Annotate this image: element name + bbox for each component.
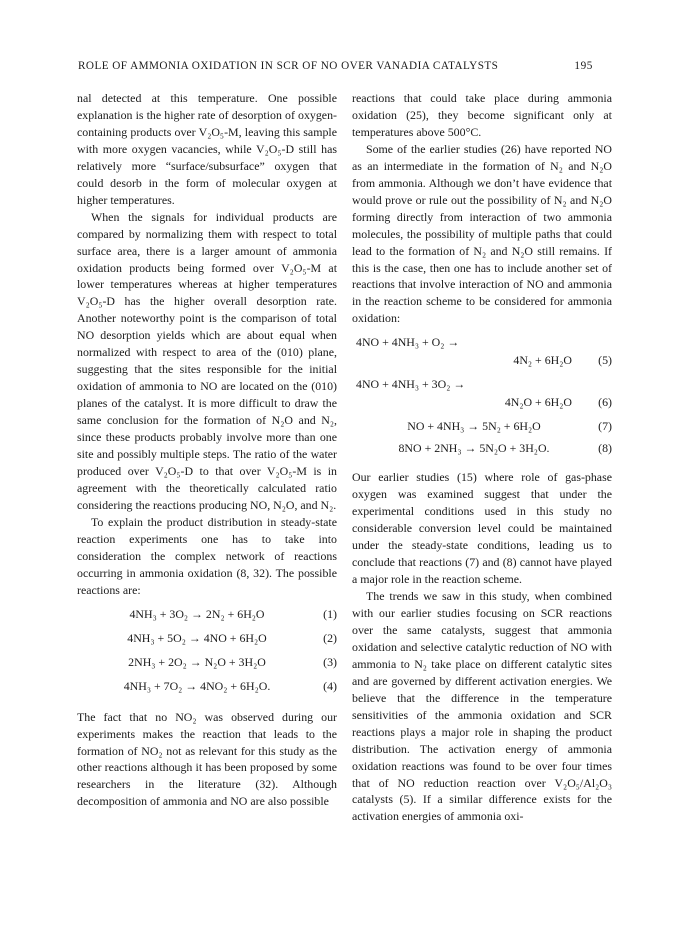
equation-number: (7) [598, 419, 612, 434]
equation-expression: 4NH₃ + 5O₂ → 4NO + 6H₂O [127, 630, 267, 645]
equation-expression: 8NO + 2NH₃ → 5N₂O + 3H₂O. [398, 441, 550, 456]
equation-rhs: 4N₂O + 6H₂O [504, 395, 572, 410]
equation-number: (2) [323, 630, 337, 645]
equation-expression: 4NH₃ + 7O₂ → 4NO₂ + 6H₂O. [123, 678, 271, 693]
equation-number: (4) [323, 678, 337, 693]
running-header [78, 60, 593, 72]
paragraph: reactions that could take place during ammonia oxidation (25), they become significant only at temperatures above 500°C. [352, 91, 612, 139]
paragraph: To explain the product distribution in steady-state reaction experiments one has to take into consideration the complex network of reactions occurring in ammonia oxidation (8, 32). The possible reactions are: [77, 514, 337, 597]
equation-lhs: 4NO + 4NH₃ + O₂ → [356, 335, 460, 350]
paragraph: When the signals for individual products are compared by normalizing them with respect to total surface area, there is a larger amount of ammonia oxidation products being formed over V₂O₅-M at lower temperatures whereas at higher temperatures V₂O₅-D has the higher overall desorption rate. Another noteworthy point is the comparison of total NO desorption yields which are about equal when normalized with respect to area of the (010) plane, suggesting that the sites responsible for the initial oxidation of ammonia to NO are located on the (010) planes of the catalyst. It is more difficult to draw the same conclusion for the formation of N₂O and N₂, since these products probably involve more than one site and possibly multiple steps. The ratio of the water produced over V₂O₅-D to that over V₂O₅-M is in agreement with the theoretically calculated ratio considering the reactions producing NO, N₂O, and N₂. [77, 209, 337, 512]
right-column [352, 90, 612, 825]
page-number: 195 [574, 60, 593, 72]
equation-number: (8) [598, 441, 612, 456]
equation-number: (6) [598, 395, 612, 410]
equation-rhs: 4N₂ + 6H₂O [513, 353, 572, 368]
equation-expression: 4NH₃ + 3O₂ → 2N₂ + 6H₂O [129, 606, 265, 621]
paragraph: The fact that no NO₂ was observed during our experiments makes the reaction that leads to the formation of NO₂ not as relevant for this study as the other reactions although it has been proposed by some researchers in the literature (32). Although decomposition of ammonia and NO are also possible [77, 709, 337, 809]
equation-list [352, 334, 612, 462]
equation-number: (1) [323, 606, 337, 621]
equation-number: (3) [323, 654, 337, 669]
equation-1 [77, 606, 337, 630]
equation-expression: 2NH₃ + 2O₂ → N₂O + 3H₂O [128, 654, 266, 669]
equation-3 [77, 654, 337, 678]
equation-8 [352, 440, 612, 462]
paragraph: Some of the earlier studies (26) have reported NO as an intermediate in the formation of N₂ and N₂O from ammonia. Although we don’t have evidence that would prove or rule out the possibility of N₂ and N₂O forming directly from interaction of two ammonia molecules, the possibility of multiple paths that could lead to the formation of N₂ and N₂O still remains. If this is the case, then one has to include another set of reactions that involve interaction of NO and ammonia in the reaction scheme to be considered for ammonia oxidation: [352, 141, 612, 326]
equation-list [77, 606, 337, 702]
paragraph: The trends we saw in this study, when combined with our earlier studies focusing on SCR reactions over the same catalysts, suggest that ammonia oxidation and selective catalytic reduction of NO with ammonia to N₂ take place on different catalytic sites and are governed by different activation energies. We believe that the difference in the temperature sensitivities of the ammonia oxidation and SCR reactions plays a major role in shaping the product distribution. The activation energy of ammonia oxidation reactions was found to be over four times that of NO reduction reaction over V₂O₅/Al₂O₃ catalysts (5). If a similar difference exists for the activation energies of ammonia oxi- [352, 589, 612, 824]
running-title: ROLE OF AMMONIA OXIDATION IN SCR OF NO OVER VANADIA CATALYSTS [78, 60, 499, 72]
left-column [77, 90, 337, 810]
equation-2 [77, 630, 337, 654]
equation-expression: NO + 4NH₃ → 5N₂ + 6H₂O [407, 419, 541, 434]
equation-7 [352, 418, 612, 440]
equation-5 [352, 334, 612, 370]
paragraph: nal detected at this temperature. One possible explanation is the higher rate of desorption of oxygen-containing products over V₂O₅-M, leaving this sample with more oxygen vacancies, while V₂O₅-D still has relatively more “surface/subsurface” oxygen that could desorb in the form of molecular oxygen at higher temperatures. [77, 91, 337, 207]
equation-lhs: 4NO + 4NH₃ + 3O₂ → [356, 377, 466, 392]
equation-number: (5) [598, 353, 612, 368]
paragraph: Our earlier studies (15) where role of gas-phase oxygen was examined suggest that under the experimental conditions used in this study no considerable conversion level could be maintained under the steady-state conditions, leading us to conclude that reactions (7) and (8) cannot have played a major role in the reaction scheme. [352, 470, 612, 587]
equation-4 [77, 678, 337, 702]
equation-6 [352, 376, 612, 412]
